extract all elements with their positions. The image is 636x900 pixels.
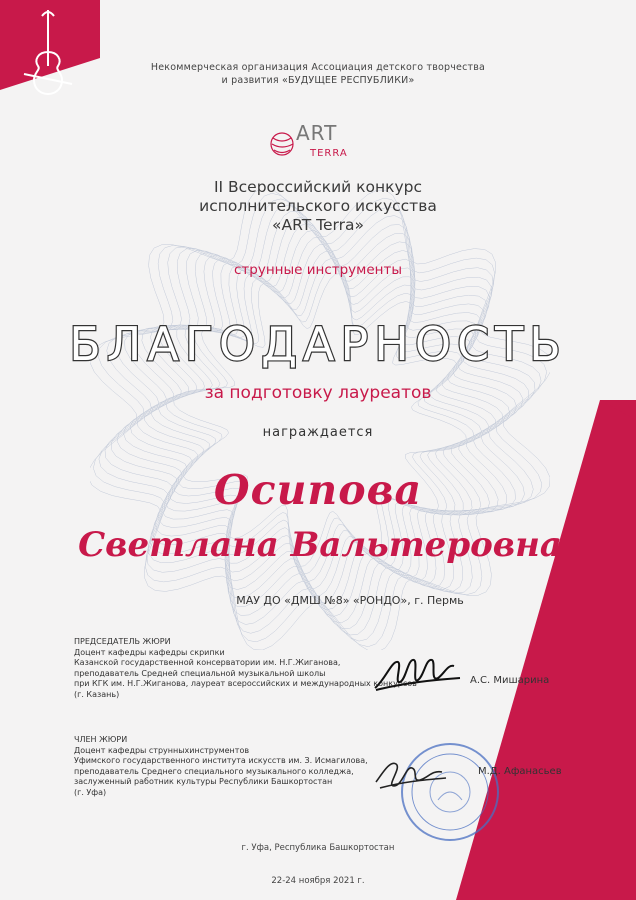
jury-member-line: заслуженный работник культуры Республики Башкортостан [74,777,333,787]
jury-chair-line: преподаватель Средней специальной музыкальной школы [74,668,326,678]
jury-member-line: Доцент кафедры струнныхинструментов [74,745,250,755]
member-name: М.Д. Афанасьев [478,766,562,777]
organization-line-1: Некоммерческая организация Ассоциация детского творчества [150,62,486,73]
jury-chair-role: ПРЕДСЕДАТЕЛЬ ЖЮРИ [74,637,171,646]
chair-signature [370,650,465,700]
certificate-title [0,312,636,374]
logo-art-text: ART [296,121,338,145]
art-terra-logo [252,112,362,162]
member-signature [372,752,452,796]
certificate-title-text: БЛАГОДАРНОСТЬ [69,317,567,371]
logo-terra-text: TERRA [310,148,348,159]
jury-chair-block [74,637,417,701]
jury-member-line: Уфимского государственного института искусств им. З. Исмагилова, [74,756,368,766]
organization-line-2: и развития «БУДУЩЕЕ РЕСПУБЛИКИ» [221,75,415,86]
recipient-given-names: Светлана Вальтеровна [78,525,562,565]
jury-chair-line: (г. Казань) [74,689,120,699]
jury-chair-line: Казанской государственной консерватории им. Н.Г.Жиганова, [74,658,341,668]
contest-line-1: II Всероссийский конкурс [213,178,423,196]
contest-line-3: «ART Terra» [272,216,364,234]
contest-title [0,178,636,235]
jury-member-block [74,735,368,799]
guilloche-rosette [90,190,550,650]
organization-header [0,61,636,87]
jury-chair-line: Доцент кафедры кафедры скрипки [74,647,225,657]
chair-name: А.С. Мишарина [470,675,550,686]
nomination: струнные инструменты [233,262,403,278]
awarded-text: награждается [262,425,374,440]
contest-line-2: исполнительского искусства [199,197,437,215]
purpose-text: за подготовку лауреатов [204,383,432,403]
jury-member-line: преподаватель Среднего специального музыкального колледжа, [74,766,354,776]
date-text: 22-24 ноября 2021 г. [271,876,365,886]
jury-member-role: ЧЛЕН ЖЮРИ [74,735,128,744]
recipient-surname: Осипова [213,466,423,514]
jury-member-line: (г. Уфа) [74,787,107,797]
school-text: МАУ ДО «ДМШ №8» «РОНДО», г. Пермь [236,594,464,607]
jury-chair-line: при КГК им. Н.Г.Жиганова, лауреат всероссийских и международных конкурсов [74,679,417,689]
city-text: г. Уфа, Республика Башкортостан [241,843,395,853]
